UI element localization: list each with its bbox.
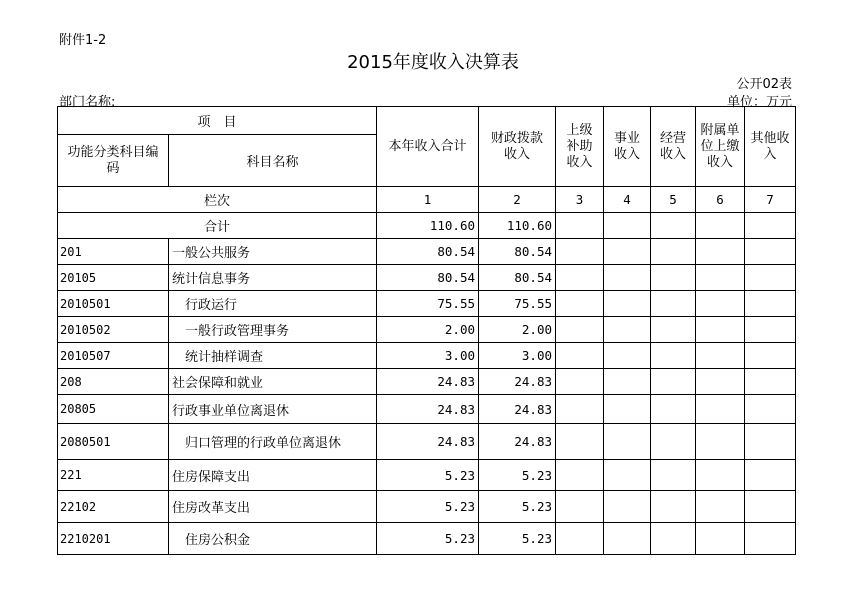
- column-index-2: 2: [479, 187, 556, 213]
- row-code: 2010507: [58, 343, 169, 369]
- row-name: 社会保障和就业: [169, 369, 377, 395]
- row-fiscal: 24.83: [479, 395, 556, 424]
- row-total: 2.00: [377, 317, 479, 343]
- row-name: 住房公积金: [169, 523, 377, 555]
- attachment-label: 附件1-2: [59, 33, 107, 48]
- unit-label: 单位：万元: [726, 95, 792, 110]
- row-code: 2010502: [58, 317, 169, 343]
- header-affiliated: 附属单位上缴收入: [696, 107, 745, 187]
- row-name: 归口管理的行政单位离退休: [169, 424, 377, 460]
- row-name: 行政事业单位离退休: [169, 395, 377, 424]
- row-name: 统计抽样调查: [169, 343, 377, 369]
- row-name: 统计信息事务: [169, 265, 377, 291]
- header-business: 事业收入: [604, 107, 651, 187]
- row-total: 5.23: [377, 491, 479, 523]
- column-index-5: 5: [651, 187, 696, 213]
- column-index-4: 4: [604, 187, 651, 213]
- column-index-1: 1: [377, 187, 479, 213]
- department-label: 部门名称:: [59, 95, 116, 110]
- row-fiscal: 5.23: [479, 460, 556, 491]
- row-code: 2010501: [58, 291, 169, 317]
- row-total: 24.83: [377, 369, 479, 395]
- row-code: 2080501: [58, 424, 169, 460]
- row-fiscal: 75.55: [479, 291, 556, 317]
- table-row: [58, 491, 796, 523]
- row-total: 24.83: [377, 395, 479, 424]
- table-row: [58, 424, 796, 460]
- header-operating: 经营收入: [651, 107, 696, 187]
- row-code: 20805: [58, 395, 169, 424]
- table-row: [58, 343, 796, 369]
- table-row: [58, 523, 796, 555]
- total-label: 合计: [58, 213, 377, 239]
- table-row: [58, 460, 796, 491]
- row-fiscal: 24.83: [479, 424, 556, 460]
- header-total: 本年收入合计: [377, 107, 479, 187]
- row-name: 行政运行: [169, 291, 377, 317]
- row-name: 一般公共服务: [169, 239, 377, 265]
- table-row: [58, 265, 796, 291]
- page-title: 2015年度收入决算表: [347, 52, 519, 73]
- income-table: [57, 106, 796, 555]
- row-fiscal: 5.23: [479, 491, 556, 523]
- row-name: 住房改革支出: [169, 491, 377, 523]
- table-row: [58, 317, 796, 343]
- column-index-3: 3: [556, 187, 604, 213]
- row-total: 80.54: [377, 239, 479, 265]
- table-row: [58, 395, 796, 424]
- row-code: 208: [58, 369, 169, 395]
- row-code: 2210201: [58, 523, 169, 555]
- row-fiscal: 80.54: [479, 239, 556, 265]
- header-superior: 上级补助收入: [556, 107, 604, 187]
- row-fiscal: 5.23: [479, 523, 556, 555]
- row-code: 20105: [58, 265, 169, 291]
- row-code: 22102: [58, 491, 169, 523]
- table-row: [58, 291, 796, 317]
- row-total: 5.23: [377, 460, 479, 491]
- row-name: 一般行政管理事务: [169, 317, 377, 343]
- table-row: [58, 239, 796, 265]
- column-index-label: 栏次: [58, 187, 377, 213]
- row-code: 221: [58, 460, 169, 491]
- row-total: 3.00: [377, 343, 479, 369]
- header-other: 其他收入: [745, 107, 796, 187]
- header-fiscal: 财政拨款收入: [479, 107, 556, 187]
- header-subject-name: 科目名称: [169, 135, 377, 187]
- form-code: 公开02表: [736, 77, 792, 92]
- total-business: [604, 213, 651, 239]
- row-name: 住房保障支出: [169, 460, 377, 491]
- column-index-6: 6: [696, 187, 745, 213]
- row-fiscal: 24.83: [479, 369, 556, 395]
- total-row: [58, 213, 796, 239]
- total-superior: [556, 213, 604, 239]
- row-code: 201: [58, 239, 169, 265]
- row-fiscal: 3.00: [479, 343, 556, 369]
- header-project: 项 目: [58, 107, 377, 135]
- total-amount: 110.60: [377, 213, 479, 239]
- header-func-code: 功能分类科目编码: [58, 135, 169, 187]
- row-fiscal: 80.54: [479, 265, 556, 291]
- column-index-7: 7: [745, 187, 796, 213]
- total-other: [745, 213, 796, 239]
- total-operating: [651, 213, 696, 239]
- row-total: 24.83: [377, 424, 479, 460]
- row-fiscal: 2.00: [479, 317, 556, 343]
- total-affiliated: [696, 213, 745, 239]
- row-total: 75.55: [377, 291, 479, 317]
- table-row: [58, 369, 796, 395]
- row-total: 80.54: [377, 265, 479, 291]
- total-fiscal: 110.60: [479, 213, 556, 239]
- row-total: 5.23: [377, 523, 479, 555]
